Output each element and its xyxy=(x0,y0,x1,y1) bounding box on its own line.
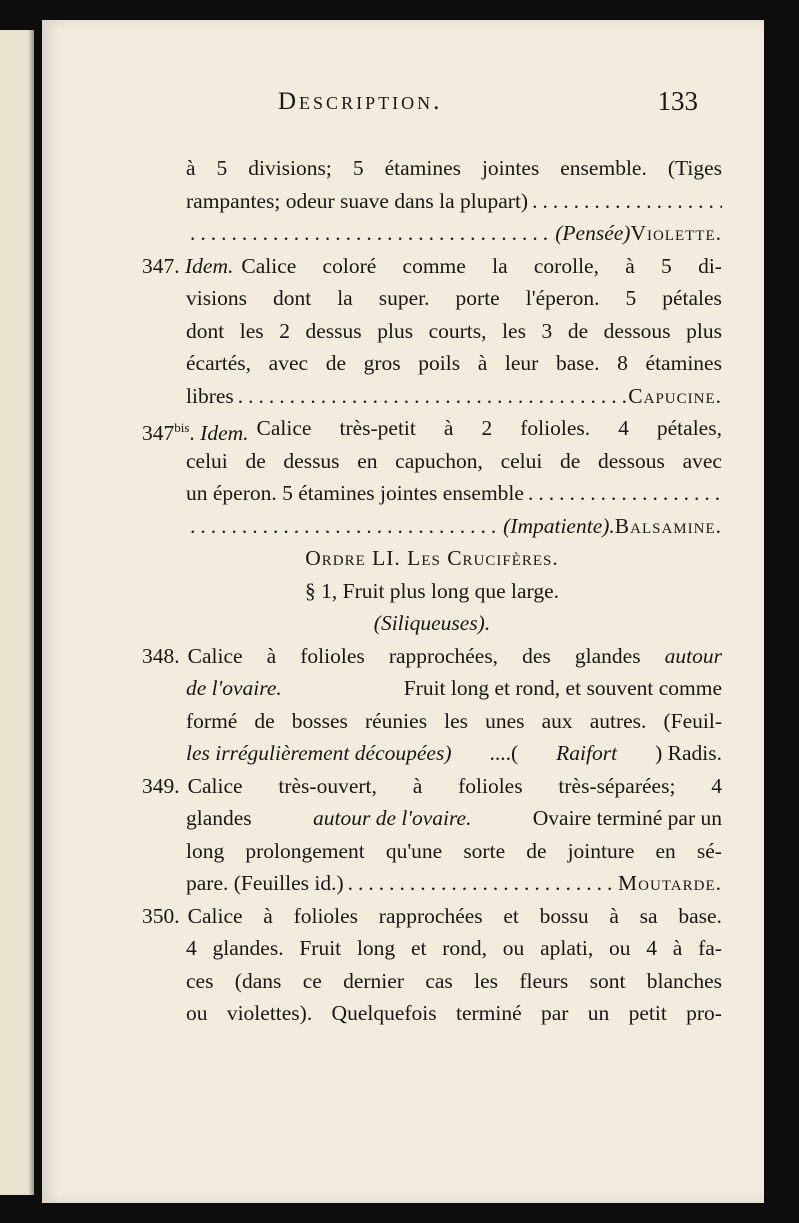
word: fleurs xyxy=(519,968,569,993)
line-text: Fruit long et rond, et souvent comme xyxy=(403,676,722,700)
centered-heading: § 1, Fruit plus long que large. xyxy=(304,578,559,603)
word: en xyxy=(655,838,676,863)
entry-lead xyxy=(142,412,249,445)
word: avec xyxy=(682,448,722,473)
italic-term: de l'ovaire. xyxy=(186,676,282,700)
text-line xyxy=(142,185,722,218)
plant-name: Moutarde. xyxy=(618,871,722,895)
word: à xyxy=(609,903,619,928)
entry-text xyxy=(180,770,722,803)
word: ou xyxy=(186,1001,208,1025)
word: folioles xyxy=(458,773,523,798)
word: 5 xyxy=(352,156,364,180)
italic-term: (Pensée) xyxy=(555,221,631,245)
word: coloré xyxy=(322,253,377,278)
word: les xyxy=(474,968,498,993)
word: fa- xyxy=(698,936,722,960)
word: Quelquefois xyxy=(331,1001,437,1025)
word: petit xyxy=(628,1001,667,1025)
entry-superscript: bis xyxy=(174,420,190,435)
italic-term: Idem. xyxy=(185,253,234,278)
word: l'éperon. xyxy=(525,286,600,310)
entry-number: 347. xyxy=(142,253,180,278)
entry-number-tail: . xyxy=(189,421,195,445)
text-line xyxy=(142,965,722,998)
word: poils xyxy=(418,351,461,375)
word: réunies xyxy=(364,708,428,733)
page-header xyxy=(278,88,698,132)
word: sa xyxy=(639,903,658,928)
text-line xyxy=(142,217,722,250)
dot-leader xyxy=(234,380,629,413)
left-page-edge xyxy=(0,30,34,1195)
text-line xyxy=(142,900,722,933)
word: de xyxy=(567,318,589,343)
word: visions xyxy=(186,286,247,310)
word: aux xyxy=(541,708,573,733)
word: 2 xyxy=(279,318,290,343)
word: à xyxy=(477,351,488,375)
word: écartés, xyxy=(186,351,252,375)
line-text: glandes xyxy=(186,806,252,830)
word: long xyxy=(356,936,396,960)
plant-name: Violette. xyxy=(630,221,722,245)
word: Calice xyxy=(256,416,312,440)
text-line xyxy=(142,282,722,315)
entry-text xyxy=(233,250,722,283)
word: 3 xyxy=(541,318,553,343)
word: (Tiges xyxy=(667,156,722,180)
word: prolongement xyxy=(245,838,365,863)
dot-leader xyxy=(528,185,722,218)
word: 4 xyxy=(618,416,629,440)
word: aplati, xyxy=(540,936,594,960)
text-line xyxy=(142,802,722,835)
word: 5 xyxy=(661,253,672,278)
word: avec xyxy=(268,351,309,375)
line-text: ) Radis. xyxy=(655,741,722,765)
text-line xyxy=(142,737,722,770)
italic-term: autour de l'ovaire. xyxy=(312,806,472,830)
word: la xyxy=(492,253,508,278)
entry-lead xyxy=(142,770,180,803)
word: (Feuil- xyxy=(663,708,722,733)
word: les xyxy=(444,708,469,733)
word: cas xyxy=(425,968,453,993)
text-line xyxy=(142,770,722,803)
text-line xyxy=(142,867,722,900)
word: folioles xyxy=(300,643,365,668)
word: terminé xyxy=(455,1001,522,1025)
entry-number: 350. xyxy=(142,903,180,928)
italic-term: autour xyxy=(664,643,722,668)
word: glandes. xyxy=(212,936,284,960)
plant-name: Capucine. xyxy=(628,383,722,408)
word: celui xyxy=(500,448,543,473)
word: rapprochées, xyxy=(388,643,499,668)
dot-leader xyxy=(344,867,618,900)
word: dont xyxy=(186,318,225,343)
word: 2 xyxy=(481,416,493,440)
word: jointure xyxy=(567,838,635,863)
word: un xyxy=(587,1001,610,1025)
word: 4 xyxy=(711,773,722,798)
word: comme xyxy=(402,253,466,278)
word: très-petit xyxy=(339,416,416,440)
word: rapprochées xyxy=(378,903,483,928)
word: super. xyxy=(378,286,430,310)
word: violettes). xyxy=(226,1001,313,1025)
word: à xyxy=(412,773,423,798)
word: Calice xyxy=(187,903,243,928)
word: formé xyxy=(186,708,238,733)
text-line xyxy=(142,932,722,965)
word: très-ouvert, xyxy=(278,773,377,798)
line-text: ....( xyxy=(489,741,519,765)
word: (dans xyxy=(234,968,282,993)
word: ou xyxy=(502,936,525,960)
word: base. xyxy=(555,351,600,375)
word: à xyxy=(186,156,196,180)
word: base. xyxy=(678,903,722,928)
entry-lead xyxy=(142,250,233,283)
word: Calice xyxy=(187,643,243,668)
word: en xyxy=(357,448,378,473)
text-line xyxy=(142,347,722,380)
word: blanches xyxy=(646,968,722,993)
word: à xyxy=(266,643,277,668)
word: plus xyxy=(377,318,414,343)
word: 4 xyxy=(186,936,197,960)
word: les xyxy=(502,318,526,343)
word: sont xyxy=(589,968,626,993)
text-line xyxy=(142,412,722,445)
word: Calice xyxy=(187,773,243,798)
text-line xyxy=(142,152,722,185)
dot-leader xyxy=(186,510,503,543)
word: folioles xyxy=(293,903,359,928)
entry-text xyxy=(180,640,722,673)
entry-number: 349. xyxy=(142,773,180,798)
line-text: libres xyxy=(186,383,234,408)
text-line xyxy=(142,477,722,510)
text-line xyxy=(142,997,722,1030)
word: étamines xyxy=(384,156,461,180)
word: à xyxy=(625,253,635,278)
word: dessus xyxy=(305,318,362,343)
word: de xyxy=(254,708,275,733)
word: divisions; xyxy=(248,156,332,180)
word: 4 xyxy=(646,936,657,960)
page-number: 133 xyxy=(657,86,698,116)
word: et xyxy=(503,903,519,928)
entry-text xyxy=(180,900,722,933)
word: pétales, xyxy=(656,416,722,440)
word: ou xyxy=(608,936,631,960)
word: 5 xyxy=(625,286,637,310)
word: dont xyxy=(272,286,312,310)
italic-term: les irrégulièrement découpées) xyxy=(186,741,452,765)
word: porte xyxy=(455,286,500,310)
word: dessous xyxy=(603,318,671,343)
word: de xyxy=(560,448,581,473)
word: à xyxy=(443,416,454,440)
page-body xyxy=(142,152,722,1030)
word: ces xyxy=(186,968,214,993)
text-line xyxy=(142,510,722,543)
word: bossu xyxy=(539,903,589,928)
dot-leader xyxy=(524,477,722,510)
centered-heading: (Siliqueuses). xyxy=(373,611,491,635)
word: corolle, xyxy=(533,253,599,278)
word: les xyxy=(239,318,264,343)
word: ce xyxy=(302,968,322,993)
dot-leader xyxy=(186,217,555,250)
italic-term: Idem. xyxy=(200,421,249,445)
word: courts, xyxy=(428,318,487,343)
text-line xyxy=(142,445,722,478)
word: des xyxy=(522,643,551,668)
line-text: un éperon. 5 étamines jointes ensemble xyxy=(186,481,524,505)
italic-term: (Impatiente). xyxy=(503,513,615,538)
word: Calice xyxy=(241,253,297,278)
word: jointes xyxy=(481,156,540,180)
word: dernier xyxy=(343,968,404,993)
word: la xyxy=(337,286,353,310)
word: par xyxy=(540,1001,569,1025)
word: folioles. xyxy=(520,416,591,440)
italic-term: Raifort xyxy=(556,741,618,765)
text-line xyxy=(142,315,722,348)
plant-name: Balsamine. xyxy=(614,513,722,538)
word: de xyxy=(526,838,547,863)
word: gros xyxy=(363,351,401,375)
text-line xyxy=(142,380,722,413)
text-line xyxy=(142,607,722,640)
word: di- xyxy=(698,253,722,278)
word: qu'une xyxy=(385,838,443,863)
word: dessus xyxy=(283,448,340,473)
word: leur xyxy=(504,351,539,375)
line-text: pare. (Feuilles id.) xyxy=(186,871,344,895)
text-line xyxy=(142,542,722,575)
word: rond, xyxy=(442,936,488,960)
word: 8 xyxy=(617,351,628,375)
text-line xyxy=(142,640,722,673)
text-line xyxy=(142,835,722,868)
book-page xyxy=(42,20,764,1203)
word: plus xyxy=(686,318,722,343)
word: glandes xyxy=(574,643,641,668)
word: Fruit xyxy=(299,936,342,960)
word: pro- xyxy=(686,1001,722,1025)
text-line xyxy=(142,575,722,608)
word: sé- xyxy=(696,838,722,863)
word: dessous xyxy=(598,448,665,473)
word: à xyxy=(672,936,683,960)
word: capuchon, xyxy=(395,448,483,473)
word: étamines xyxy=(645,351,722,375)
running-title: Description. xyxy=(278,88,443,115)
word: long xyxy=(186,838,225,863)
word: unes xyxy=(485,708,525,733)
entry-number: 347 xyxy=(142,421,175,445)
text-line xyxy=(142,250,722,283)
word: à xyxy=(263,903,273,928)
word: 5 xyxy=(216,156,228,180)
word: très-séparées; xyxy=(558,773,676,798)
word: bosses xyxy=(291,708,348,733)
word: de xyxy=(325,351,346,375)
text-line xyxy=(142,672,722,705)
entry-lead xyxy=(142,640,180,673)
text-line xyxy=(142,705,722,738)
word: autres. xyxy=(589,708,647,733)
word: ensemble. xyxy=(560,156,647,180)
line-text: Ovaire terminé par un xyxy=(532,806,722,830)
word: sorte xyxy=(463,838,506,863)
line-text: rampantes; odeur suave dans la plupart) xyxy=(186,188,529,213)
word: pétales xyxy=(662,286,722,310)
word: celui xyxy=(186,448,228,473)
word: de xyxy=(245,448,266,473)
entry-text xyxy=(249,412,722,445)
entry-lead xyxy=(142,900,180,933)
word: et xyxy=(410,936,427,960)
entry-number: 348. xyxy=(142,643,180,668)
centered-heading: Ordre LI. Les Crucifères. xyxy=(305,546,559,570)
